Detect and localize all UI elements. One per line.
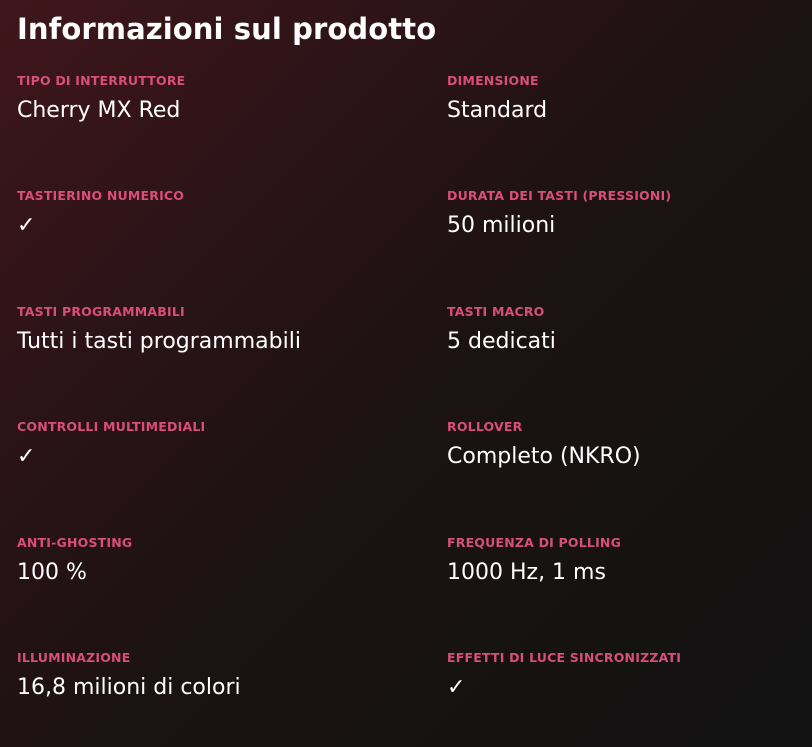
spec-value: Tutti i tasti programmabili [17, 329, 301, 354]
spec-lighting [17, 649, 397, 700]
spec-media-controls [17, 418, 397, 469]
spec-synced-lighting [447, 649, 812, 700]
spec-macro-keys [447, 303, 812, 354]
spec-size [447, 72, 812, 123]
spec-label: TASTI MACRO [447, 304, 545, 319]
spec-label: TASTIERINO NUMERICO [17, 188, 185, 203]
spec-value: Cherry MX Red [17, 98, 181, 123]
spec-anti-ghosting [17, 534, 397, 585]
spec-programmable-keys [17, 303, 397, 354]
spec-label: ILLUMINAZIONE [17, 650, 131, 665]
spec-rollover [447, 418, 812, 469]
spec-value: 16,8 milioni di colori [17, 675, 241, 700]
spec-polling-rate [447, 534, 812, 585]
spec-switch-type [17, 72, 397, 123]
spec-label: DURATA DEI TASTI (PRESSIONI) [447, 188, 672, 203]
page-title: Informazioni sul prodotto [17, 12, 437, 46]
spec-label: FREQUENZA DI POLLING [447, 535, 622, 550]
spec-label: TIPO DI INTERRUTTORE [17, 73, 186, 88]
check-icon: ✓ [447, 675, 466, 700]
spec-label: TASTI PROGRAMMABILI [17, 304, 185, 319]
spec-value: 50 milioni [447, 213, 556, 238]
spec-value: 100 % [17, 560, 87, 585]
check-icon: ✓ [17, 444, 36, 469]
spec-numeric-keypad [17, 187, 397, 238]
spec-label: EFFETTI DI LUCE SINCRONIZZATI [447, 650, 682, 665]
spec-label: ROLLOVER [447, 419, 523, 434]
spec-value: 5 dedicati [447, 329, 556, 354]
check-icon: ✓ [17, 213, 36, 238]
spec-value: Standard [447, 98, 548, 123]
spec-label: ANTI-GHOSTING [17, 535, 133, 550]
spec-value: Completo (NKRO) [447, 444, 641, 469]
spec-value: 1000 Hz, 1 ms [447, 560, 606, 585]
spec-label: CONTROLLI MULTIMEDIALI [17, 419, 206, 434]
spec-label: DIMENSIONE [447, 73, 539, 88]
spec-key-durability [447, 187, 812, 238]
